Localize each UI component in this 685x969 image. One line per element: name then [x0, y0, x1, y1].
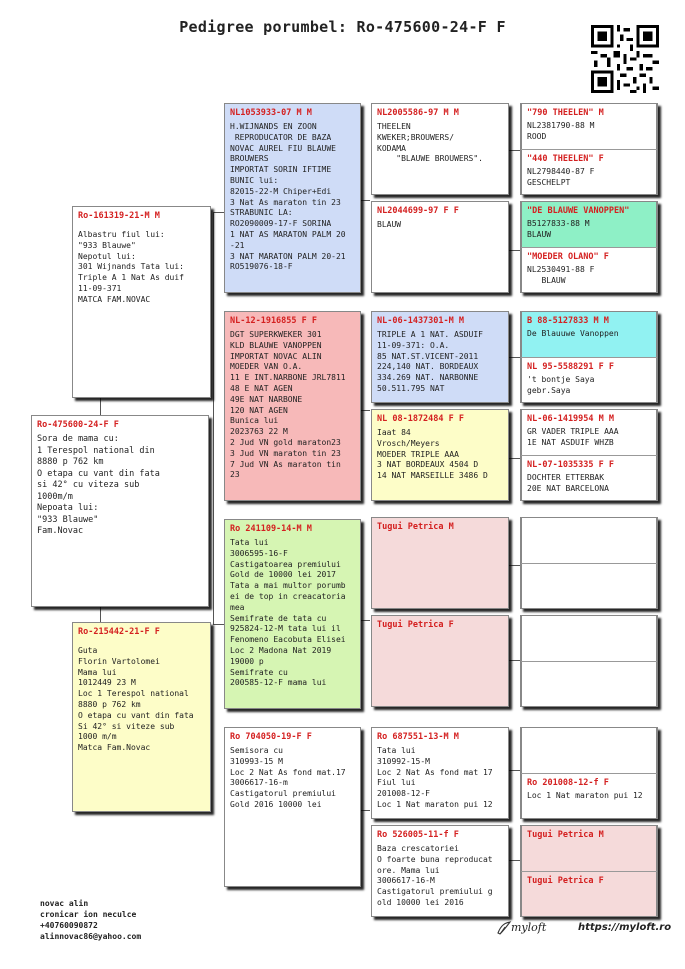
gen5-card-1[interactable]	[521, 104, 657, 149]
gen4-card-7[interactable]	[371, 727, 509, 819]
pigeon-notes: Loc 1 Nat maraton pui 12	[527, 791, 643, 800]
ring-number: Ro-215442-21-F F	[78, 627, 160, 637]
gen5-card-7[interactable]	[521, 410, 657, 455]
pigeon-notes: TRIPLE A 1 NAT. ASDUIF 11-09-371: O.A. 85 NAT.ST.VICENT-2011 224,140 NAT. BORDEAUX 334.269 NAT. NARBONNE 50.511.795 NAT	[377, 330, 483, 393]
ring-number: NL2044699-97 F F	[377, 206, 459, 216]
connector-line	[508, 660, 520, 661]
connector-line	[508, 770, 520, 771]
connector-line	[508, 250, 520, 251]
owner-email[interactable]: alinnovac86@yahoo.com	[40, 932, 142, 941]
ring-number: Ro 526005-11-f F	[377, 830, 459, 840]
site-link[interactable]: https://myloft.ro	[578, 922, 672, 933]
ring-number: Ro 241109-14-M M	[230, 524, 312, 534]
pigeon-notes: De Blauuwe Vanoppen	[527, 329, 619, 338]
owner-contact	[40, 898, 141, 942]
pigeon-notes: Albastru fiul lui: "933 Blauwe" Nepotul lui: 301 Wijnands Tata lui: Triple A 1 Nat As duif 11-09-371 MATCA FAM.NOVAC	[78, 230, 184, 304]
gen5-card-10[interactable]	[521, 564, 657, 608]
pigeon-notes: Tata lui 310992-15-M Loc 2 Nat As fond mat 17 Fiul lui 201008-12-F Loc 1 Nat maraton pui 12	[377, 746, 493, 809]
pigeon-notes: 't bontje Saya gebr.Saya	[527, 375, 595, 395]
subject-card[interactable]	[31, 415, 209, 607]
gen5-card-11[interactable]	[521, 616, 657, 661]
ring-number: "MOEDER OLANO" F	[527, 252, 609, 262]
gen4-card-8[interactable]	[371, 825, 509, 917]
pigeon-notes: Baza crescatoriei O foarte buna reproducat ore. Mama lui 3006617-16-M Castigatorul premiului g old 10000 lei 2016	[377, 844, 493, 907]
gen4-card-6[interactable]	[371, 615, 509, 707]
ring-number: NL 08-1872484 F F	[377, 414, 464, 424]
pigeon-notes: H.WIJNANDS EN ZOON REPRODUCATOR DE BAZA NOVAC AUREL FIU BLAUWE BROUWERS IMPORTAT SORIN IFTIME BUNIC lui: 82015-22-M Chiper+Edi 3 Nat As maraton tin 23 STRABUNIC LA: RO2090009-17-F SORINA 1 NAT AS MARATON PALM 20 -21 3 NAT MARATON PALM 20-21 RO519076-18-F	[230, 122, 346, 272]
myloft-logo: myloft	[511, 921, 547, 934]
gen4-card-1[interactable]	[371, 103, 509, 195]
gen5-card-8[interactable]	[521, 456, 657, 500]
ring-number: "790 THEELEN" M	[527, 108, 604, 118]
connector-line	[213, 212, 214, 624]
gen5-card-13[interactable]	[521, 728, 657, 773]
gen5-card-12[interactable]	[521, 662, 657, 706]
ring-number: NL-06-1419954 M M	[527, 414, 614, 424]
ring-number: Ro 687551-13-M M	[377, 732, 459, 742]
ring-number: "440 THEELEN" F	[527, 154, 604, 164]
connector-line	[100, 398, 101, 416]
myloft-logo-icon	[496, 920, 512, 936]
ring-number: NL-06-1437301-M M	[377, 316, 464, 326]
owner-name: novac alin	[40, 899, 89, 908]
ring-number: NL2005586-97 M M	[377, 108, 459, 118]
gen5-card-6[interactable]	[521, 358, 657, 402]
ring-number: "DE BLAUWE VANOPPEN"	[527, 206, 630, 216]
connector-line	[508, 357, 520, 358]
ring-number: Tugui Petrica F	[377, 620, 454, 630]
ring-number: NL1053933-07 M M	[230, 108, 312, 118]
gen5-card-9[interactable]	[521, 518, 657, 563]
pigeon-notes: DGT SUPERKWEKER 301 KLD BLAUWE VANOPPEN IMPORTAT NOVAC ALIN MOEDER VAN O.A. 11 E INT.NARBONE JRL7811 48 E NAT AGEN 49E NAT NARBONE 120 NAT AGEN Bunica lui 2023763 22 M 2 Jud VN gold maraton23 3 Jud VN maraton tin 23 7 Jud VN As maraton tin 23	[230, 330, 346, 480]
pigeon-notes: THEELEN KWEKER;BROUWERS/ KODAMA "BLAUWE BROUWERS".	[377, 122, 483, 164]
pigeon-notes: Guta Florin Vartolomei Mama lui 1012449 23 M Loc 1 Terespol national 8880 p 762 km O etapa cu vant din fata Si 42° si viteze sub 1000 m/m Matca Fam.Novac	[78, 646, 194, 753]
gen5-card-16[interactable]	[521, 872, 657, 916]
gen5-card-2[interactable]	[521, 150, 657, 194]
connector-line	[508, 565, 520, 566]
connector-line	[508, 458, 520, 459]
ring-number: Tugui Petrica F	[527, 876, 604, 886]
gen4-card-3[interactable]	[371, 311, 509, 403]
owner-phone[interactable]: +40760090872	[40, 921, 98, 930]
pigeon-notes: NL2798440-87 F GESCHELPT	[527, 167, 595, 187]
pigeon-notes: NL2530491-88 F BLAUW	[527, 265, 595, 285]
gen5-card-14[interactable]	[521, 774, 657, 818]
grandsire-paternal-card[interactable]	[224, 103, 361, 293]
ring-number: Tugui Petrica M	[377, 522, 454, 532]
pigeon-notes: Iaat 84 Vrosch/Meyers MOEDER TRIPLE AAA 3 NAT BORDEAUX 4504 D 14 NAT MARSEILLE 3486 D	[377, 428, 488, 481]
pigeon-notes: GR VADER TRIPLE AAA 1E NAT ASDUIF WHZB	[527, 427, 619, 447]
ring-number: Ro-161319-21-M M	[78, 211, 160, 221]
ring-number: Ro 704050-19-F F	[230, 732, 312, 742]
ring-number: Ro-475600-24-F F	[37, 420, 119, 430]
ring-number: NL-12-1916855 F F	[230, 316, 317, 326]
pigeon-notes: Tata lui 3006595-16-F Castigatoarea premiului Gold de 10000 lei 2017 Tata a mai multor porumb ei de top in creacatoria mea Semifrate de tata cu 925824-12-M tata lui il Fenomeno Eacobuta Elisei Loc 2 Madona Nat 2019 19000 p Semifrate cu 200585-12-F mama lui	[230, 538, 346, 688]
pigeon-notes: DOCHTER ETTERBAK 20E NAT BARCELONA	[527, 473, 609, 493]
gen5-card-15[interactable]	[521, 826, 657, 871]
pigeon-notes: BLAUW	[377, 220, 402, 229]
ring-number: NL-07-1035335 F F	[527, 460, 614, 470]
gen5-card-4[interactable]	[521, 248, 657, 292]
pigeon-notes: B5127833-88 M BLAUW	[527, 219, 590, 239]
gen4-card-5[interactable]	[371, 517, 509, 609]
gen4-card-2[interactable]	[371, 201, 509, 293]
owner-address: cronicar ion neculce	[40, 910, 137, 919]
gen5-card-5[interactable]	[521, 312, 657, 357]
gen4-card-4[interactable]	[371, 409, 509, 501]
sire-card[interactable]	[72, 206, 211, 398]
pigeon-notes: NL2381790-88 M ROOD	[527, 121, 595, 141]
dam-card[interactable]	[72, 622, 211, 812]
pigeon-notes: Sora de mama cu: 1 Terespol national din 8880 p 762 km O etapa cu vant din fata si 42° cu viteza sub 1000m/m Nepoata lui: "933 Blauwe" Fam.Novac	[37, 434, 160, 536]
connector-line	[508, 150, 520, 151]
connector-line	[508, 860, 520, 861]
ring-number: Tugui Petrica M	[527, 830, 604, 840]
grandsire-maternal-card[interactable]	[224, 519, 361, 709]
ring-number: NL 95-5588291 F F	[527, 362, 614, 372]
ring-number: B 88-5127833 M M	[527, 316, 609, 326]
ring-number: Ro 201008-12-f F	[527, 778, 609, 788]
gen5-card-3[interactable]	[521, 202, 657, 247]
pigeon-notes: Semisora cu 310993-15 M Loc 2 Nat As fond mat.17 3006617-16-m Castigatorul premiului Gold 2016 10000 lei	[230, 746, 346, 809]
page-title: Pedigree porumbel: Ro-475600-24-F F	[179, 18, 506, 36]
granddam-paternal-card[interactable]	[224, 311, 361, 501]
qr-code-icon	[591, 25, 659, 93]
granddam-maternal-card[interactable]	[224, 727, 361, 887]
